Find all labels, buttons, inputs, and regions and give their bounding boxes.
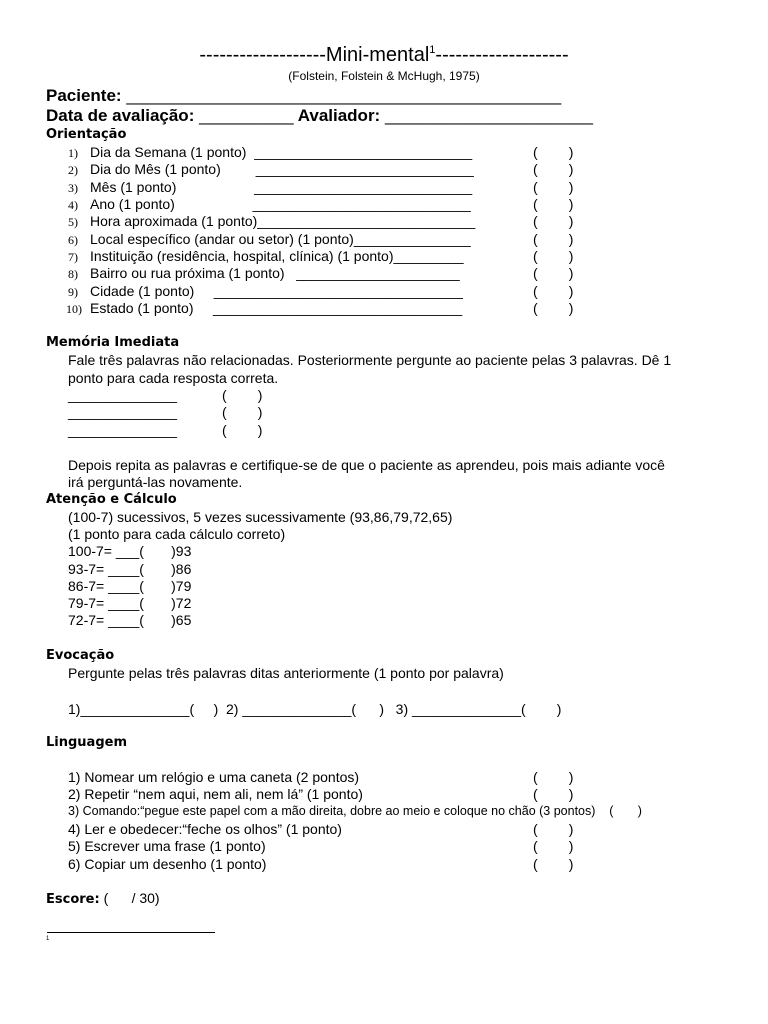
citation: (Folstein, Folstein & McHugh, 1975) (288, 69, 480, 83)
score-box[interactable]: ( ) (533, 248, 574, 264)
evaluator-line[interactable]: ______________________ (384, 106, 593, 125)
score-box[interactable]: ( ) (533, 179, 574, 195)
word-line[interactable]: ______________ (68, 404, 178, 420)
item-number: 3) (68, 181, 78, 195)
orientacao-item: Ano (1 ponto) ____________________________ (90, 196, 471, 212)
calc-row[interactable]: 100-7= ___( )93 (68, 543, 192, 559)
linguagem-item: 2) Repetir “nem aqui, nem ali, nem lá” (1 ponto) (68, 786, 363, 802)
score-value[interactable]: ( / 30) (99, 890, 160, 906)
calc-row[interactable]: 72-7= ____( )65 (68, 612, 192, 628)
score-box[interactable]: ( ) (533, 786, 574, 802)
orientacao-item: Bairro ou rua próxima (1 ponto) _____________________ (90, 265, 460, 281)
item-number: 1) (68, 146, 78, 160)
item-number: 2) (68, 163, 78, 177)
score-box[interactable]: ( ) (533, 161, 574, 177)
score-box[interactable]: ( ) (533, 821, 574, 837)
score-box[interactable]: ( ) (533, 265, 574, 281)
orientacao-item: Cidade (1 ponto) ________________________________ (90, 283, 463, 299)
item-number: 4) (68, 198, 78, 212)
footnote-reference: 1 (429, 44, 436, 56)
evocacao-instruction: Pergunte pelas três palavras ditas anteriormente (1 ponto por palavra) (68, 665, 504, 681)
orientacao-item: Instituição (residência, hospital, clínica) (1 ponto)_________ (90, 248, 464, 264)
total-score (46, 890, 160, 907)
section-evocacao-title: Evocação (46, 648, 115, 663)
section-memoria-title: Memória Imediata (46, 335, 180, 350)
date-label: Data de avaliação: (46, 106, 200, 125)
word-line[interactable]: ______________ (68, 387, 178, 403)
section-atencao-title: Atenção e Cálculo (46, 492, 177, 507)
score-box[interactable]: ( ) (222, 387, 263, 403)
orientacao-item: Dia do Mês (1 ponto) ____________________________ (90, 161, 474, 177)
score-box[interactable]: ( ) (222, 422, 263, 438)
score-box[interactable]: ( ) (533, 838, 574, 854)
calc-row[interactable]: 79-7= ____( )72 (68, 595, 192, 611)
score-box[interactable]: ( ) (533, 231, 574, 247)
item-number: 8) (68, 267, 78, 281)
footnote-mark: 1 (46, 936, 50, 942)
score-box[interactable]: ( ) (222, 404, 263, 420)
linguagem-item: 1) Nomear um relógio e uma caneta (2 pontos) (68, 769, 360, 785)
score-box[interactable]: ( ) (533, 769, 574, 785)
memoria-intro-line: Fale três palavras não relacionadas. Posteriormente pergunte ao paciente pelas 3 palavras. Dê 1 (68, 352, 672, 368)
linguagem-item: 3) Comando:“pegue este papel com a mão direita, dobre ao meio e coloque no chão (3 pontos) ( ) (68, 804, 642, 818)
orientacao-item: Local específico (andar ou setor) (1 ponto)_______________ (90, 231, 471, 247)
atencao-instruction: (100-7) sucessivos, 5 vezes sucessivamente (93,86,79,72,65) (68, 509, 453, 525)
calc-row[interactable]: 93-7= ____( )86 (68, 561, 192, 577)
date-line[interactable]: __________ (199, 106, 294, 125)
footnote-separator (47, 932, 215, 933)
evaluator-label: Avaliador: (293, 106, 385, 125)
linguagem-item: 4) Ler e obedecer:“feche os olhos” (1 ponto) (68, 821, 342, 837)
memoria-note-line: Depois repita as palavras e certifique-se de que o paciente as aprendeu, pois mais adiante você (68, 457, 665, 473)
score-box[interactable]: ( ) (533, 283, 574, 299)
score-box[interactable]: ( ) (533, 144, 574, 160)
item-number: 6) (68, 233, 78, 247)
item-number: 5) (68, 215, 78, 229)
linguagem-item: 6) Copiar um desenho (1 ponto) (68, 856, 267, 872)
section-linguagem-title: Linguagem (46, 735, 127, 750)
section-orientacao-title: Orientação (46, 127, 127, 142)
patient-field[interactable]: Paciente: ______________________________________________ (46, 86, 562, 105)
patient-line: ______________________________________________ (126, 86, 562, 105)
evocacao-answers[interactable]: 1)______________( ) 2) ______________( ) 3) ______________( ) (68, 701, 562, 717)
memoria-note-line: irá perguntá-las novamente. (68, 474, 243, 490)
orientacao-item: Hora aproximada (1 ponto)____________________________ (90, 213, 476, 229)
score-box[interactable]: ( ) (533, 856, 574, 872)
linguagem-item: 5) Escrever uma frase (1 ponto) (68, 838, 266, 854)
item-number: 9) (68, 285, 78, 299)
orientacao-item: Mês (1 ponto) ____________________________ (90, 179, 473, 195)
calc-row[interactable]: 86-7= ____( )79 (68, 578, 192, 594)
item-number: 10) (66, 302, 82, 316)
page-title: -------------------Mini-mental$^1$-------------------- (199, 44, 569, 66)
score-box[interactable]: ( ) (533, 300, 574, 316)
score-label: Escore: (46, 892, 100, 907)
atencao-instruction: (1 ponto para cada cálculo correto) (68, 526, 286, 542)
score-box[interactable]: ( ) (533, 213, 574, 229)
orientacao-item: Estado (1 ponto) ________________________________ (90, 300, 463, 316)
word-line[interactable]: ______________ (68, 422, 178, 438)
evaluation-row (46, 106, 593, 126)
orientacao-item: Dia da Semana (1 ponto) ____________________________ (90, 144, 473, 160)
score-box[interactable]: ( ) (533, 196, 574, 212)
item-number: 7) (68, 250, 78, 264)
memoria-intro-line: ponto para cada resposta correta. (68, 370, 279, 386)
